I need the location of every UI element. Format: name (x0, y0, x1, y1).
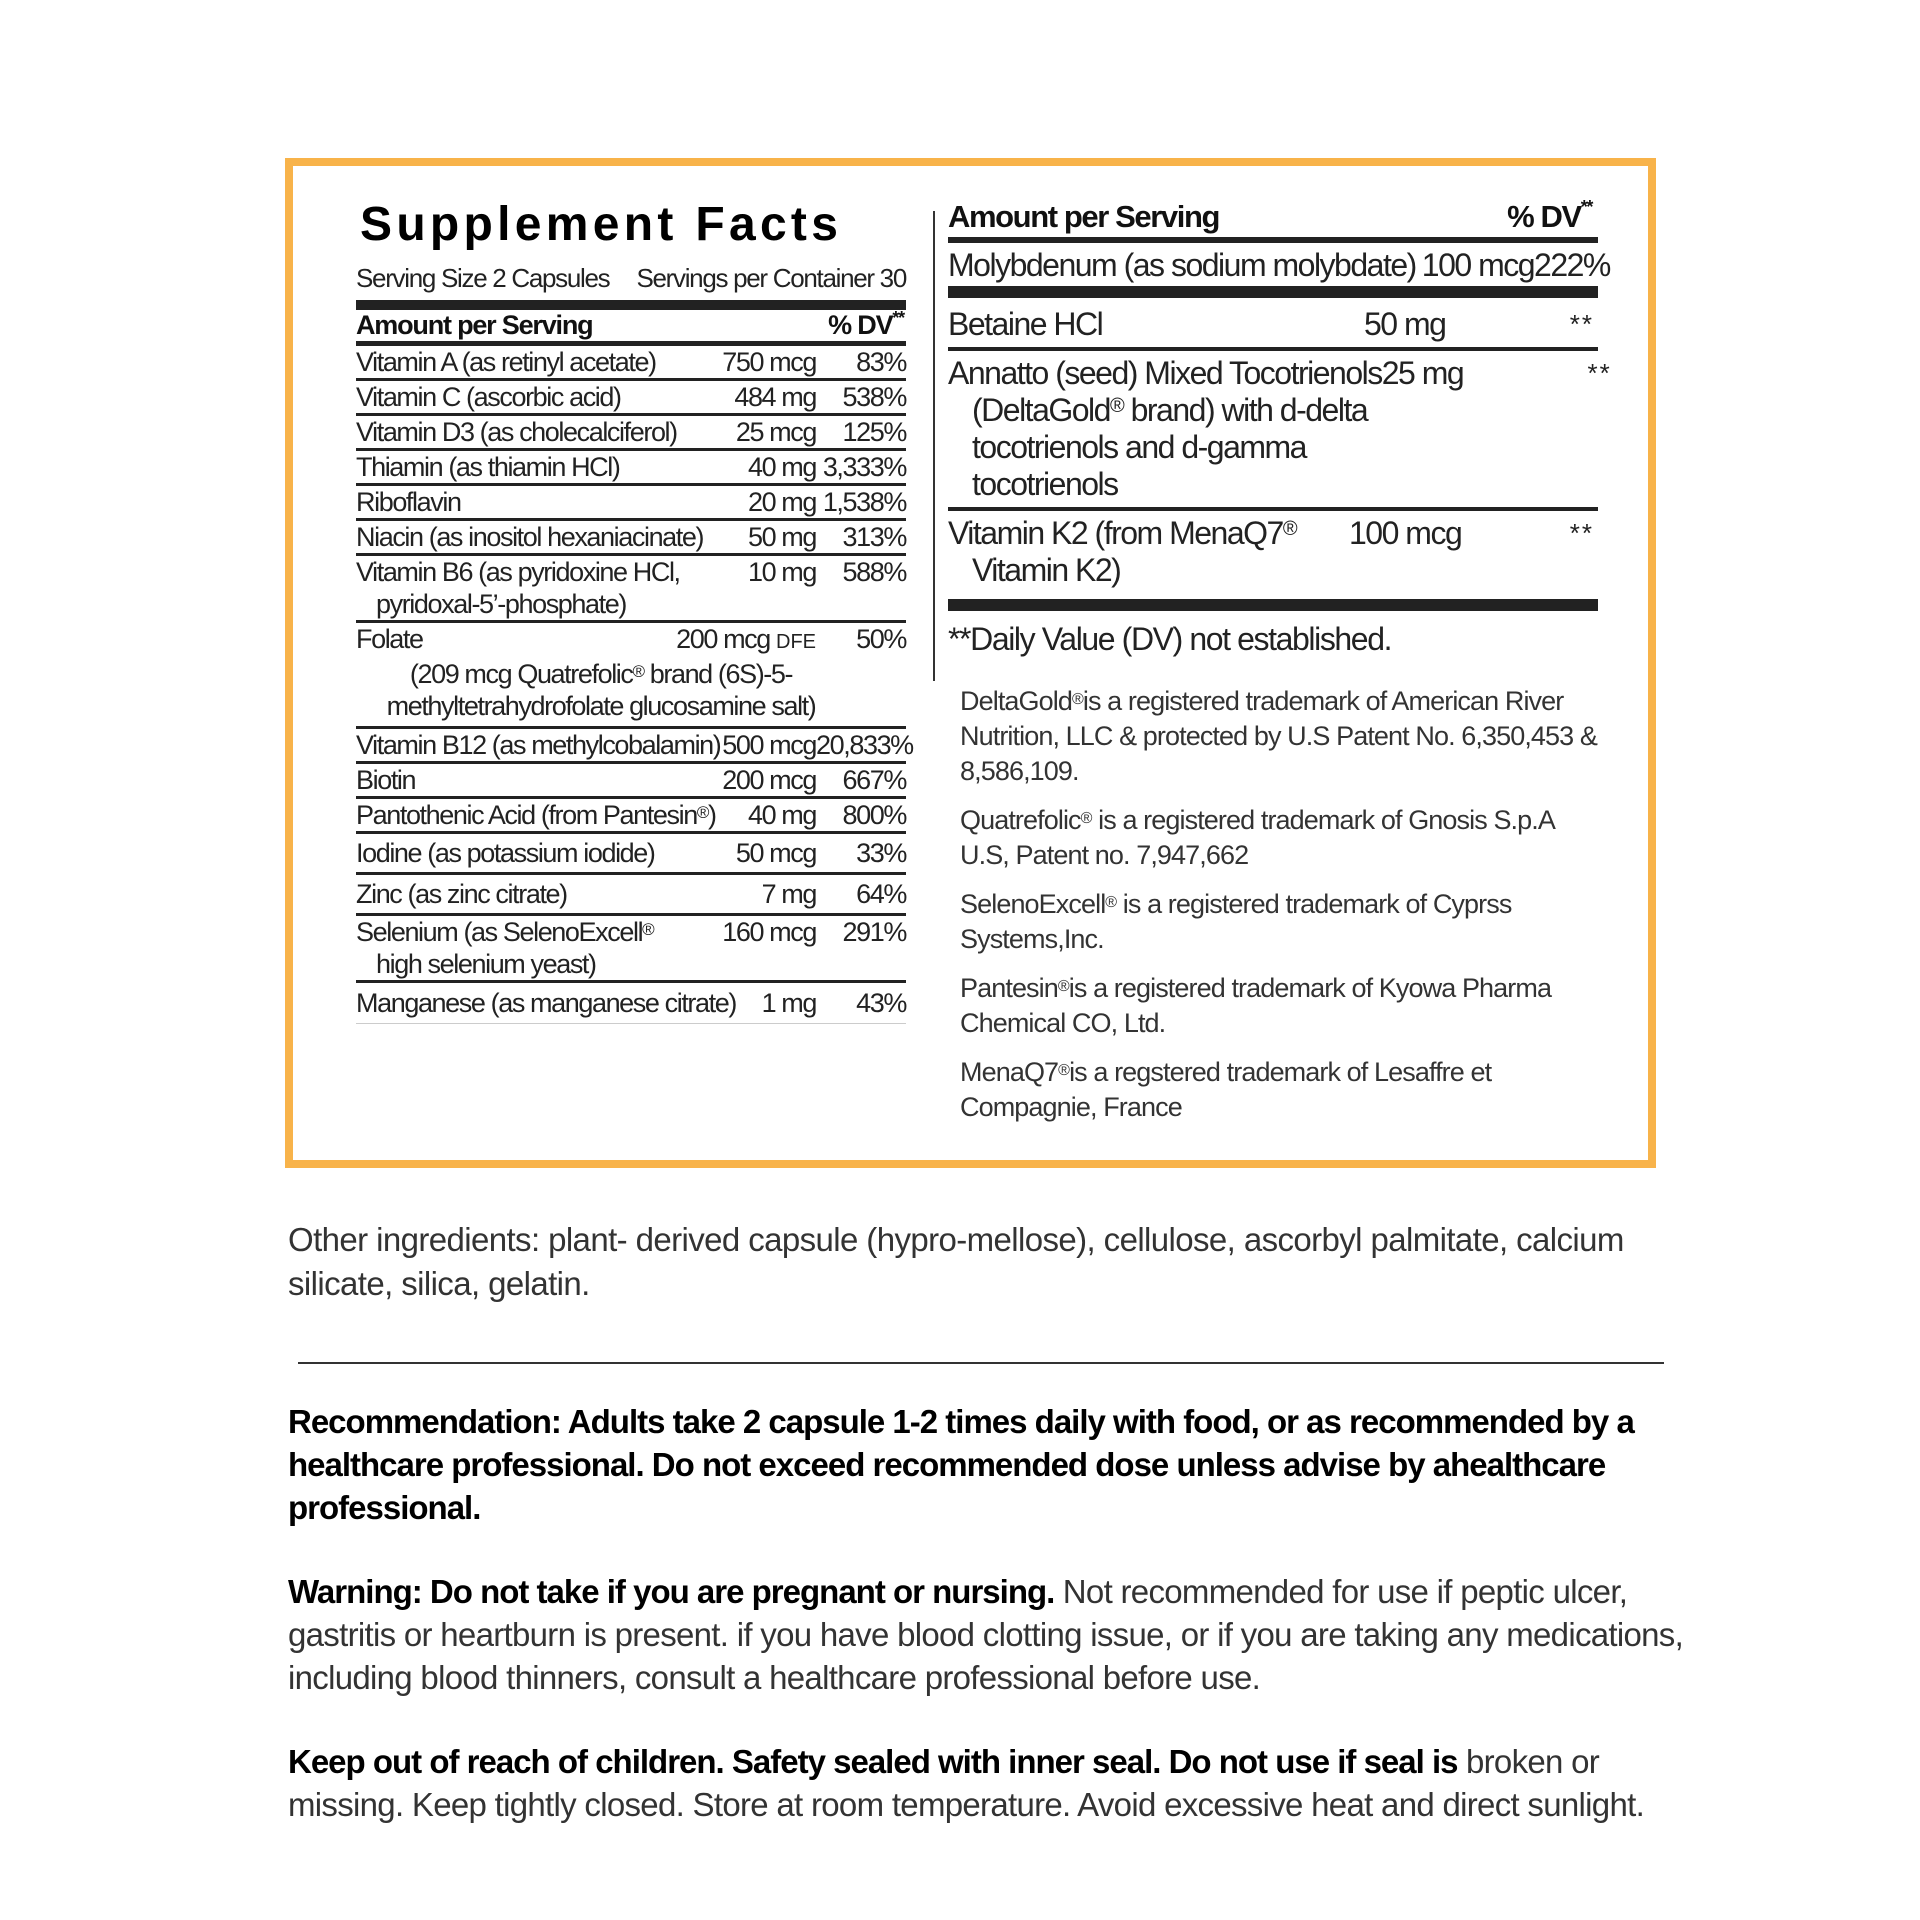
warning-text: Warning: Do not take if you are pregnant or nursing. Not recommended for use if peptic ulcer, gastritis or heartburn is present. if you have blood clotting issue, or if you are taking any medications, including blood thinners, consult a healthcare professional before use. (288, 1573, 1684, 1696)
trademark-note: DeltaGold®is a registered trademark of American River Nutrition, LLC & protected by U.S Patent No. 6,350,453 & 8,586,109. (960, 686, 1597, 786)
supplement-facts-panel (285, 158, 1656, 1168)
dv-footnote: **Daily Value (DV) not established. (948, 621, 1392, 657)
trademark-note: MenaQ7®is a regstered trademark of Lesaffre et Compagnie, France (960, 1057, 1492, 1122)
dv-header: % DV** (828, 308, 904, 340)
nutrient-row: Riboflavin 20 mg 1,538% (356, 486, 906, 521)
nutrient-row: Molybdenum (as sodium molybdate) 100 mcg 222% (948, 247, 1610, 283)
nutrient-row: Annatto (seed) Mixed Tocotrienols (DeltaGold® brand) with d-delta tocotrienols and d-gamma tocotrienols 25 mg ** (948, 355, 1612, 502)
nutrient-row: Niacin (as inositol hexaniacinate) 50 mg 313% (356, 521, 906, 556)
amount-header: Amount per Serving (948, 199, 1220, 234)
nutrient-row: Pantothenic Acid (from Pantesin®) 40 mg 800% (356, 799, 906, 834)
serving-size: Serving Size 2 Capsules (356, 263, 610, 293)
nutrient-row: Vitamin C (ascorbic acid) 484 mg 538% (356, 381, 906, 416)
section-divider (298, 1362, 1664, 1364)
serving-line (356, 254, 906, 300)
trademark-note: Quatrefolic® is a registered trademark of Gnosis S.p.A U.S, Patent no. 7,947,662 (960, 805, 1554, 870)
nutrient-row: Betaine HCl 50 mg ** (948, 306, 1594, 342)
thick-rule (356, 300, 906, 310)
facts-title: Supplement Facts (360, 198, 843, 251)
dv-header: % DV** (1507, 197, 1592, 234)
right-table-header (948, 197, 1598, 243)
nutrient-row: Thiamin (as thiamin HCl) 40 mg 3,333% (356, 451, 906, 486)
trademark-notes (948, 684, 1598, 1125)
nutrient-row: Manganese (as manganese citrate) 1 mg 43% (356, 983, 906, 1024)
left-table-header (356, 310, 906, 346)
facts-left-column (356, 196, 913, 1024)
nutrient-row: Vitamin A (as retinyl acetate) 750 mcg 83% (356, 346, 906, 381)
nutrient-row: Selenium (as SelenoExcell® high selenium yeast) 160 mcg 291% (356, 916, 906, 983)
nutrient-row: Vitamin B12 (as methylcobalamin) 500 mcg 20,833% (356, 729, 906, 764)
facts-right-column (948, 197, 1612, 1139)
nutrient-row: Vitamin D3 (as cholecalciferol) 25 mcg 125% (356, 416, 906, 451)
nutrient-row: Zinc (as zinc citrate) 7 mg 64% (356, 875, 906, 916)
thick-rule (948, 599, 1598, 611)
recommendation-text: Recommendation: Adults take 2 capsule 1-2 times daily with food, or as recommended by a healthcare professional. Do not exceed recommended dose unless advise by ahealthcare professional. (288, 1403, 1634, 1526)
nutrient-row: Iodine (as potassium iodide) 50 mcg 33% (356, 834, 906, 875)
trademark-note: Pantesin®is a registered trademark of Kyowa Pharma Chemical CO, Ltd. (960, 973, 1552, 1038)
trademark-note: SelenoExcell® is a registered trademark of Cyprss Systems,Inc. (960, 889, 1512, 954)
nutrient-row-folate: Folate 200 mcg DFE 50% (209 mcg Quatrefolic® brand (6S)-5- methyltetrahydrofolate glucosamine salt) (356, 623, 906, 729)
amount-header: Amount per Serving (356, 310, 593, 340)
nutrient-row: Vitamin K2 (from MenaQ7® Vitamin K2) 100 mcg ** (948, 515, 1594, 588)
servings-per-container: Servings per Container 30 (636, 263, 906, 293)
other-ingredients: Other ingredients: plant- derived capsule (hypro-mellose), cellulose, ascorbyl palmitate, calcium silicate, silica, gelatin. (288, 1221, 1624, 1302)
thick-rule (948, 286, 1598, 298)
column-divider (933, 211, 935, 681)
storage-text: Keep out of reach of children. Safety sealed with inner seal. Do not use if seal is broken or missing. Keep tightly closed. Store at room temperature. Avoid excessive heat and direct sunlight. (288, 1743, 1645, 1823)
nutrient-row: Vitamin B6 (as pyridoxine HCl, pyridoxal-5’-phosphate) 10 mg 588% (356, 556, 906, 623)
nutrient-row: Biotin 200 mcg 667% (356, 764, 906, 799)
